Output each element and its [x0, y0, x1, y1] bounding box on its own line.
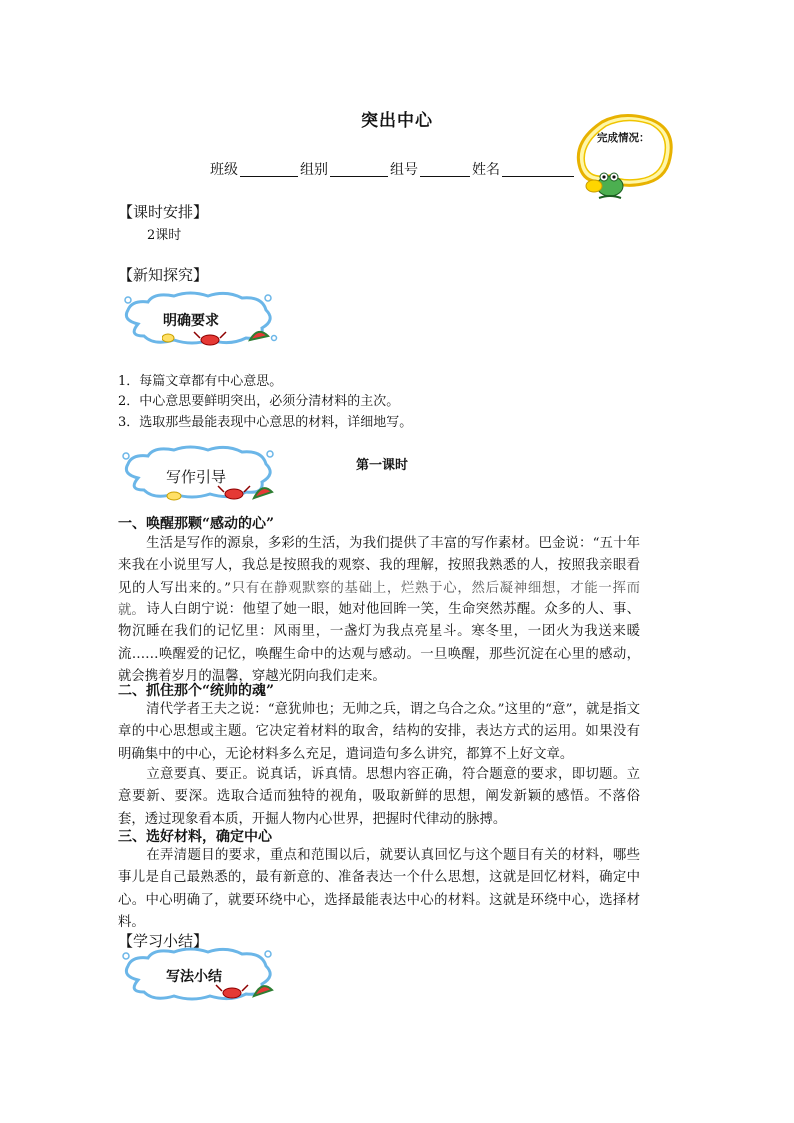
part-2-paragraph-1	[118, 699, 640, 766]
schedule-value: 2课时	[147, 228, 182, 243]
cloud-label-requirement: 明确要求	[163, 313, 219, 329]
class-field[interactable]	[240, 162, 298, 177]
part-2-paragraph-2	[118, 764, 640, 831]
cloud-label-method: 写法小结	[166, 969, 222, 985]
requirement-item-3: 3．选取那些最能表现中心意思的材料，详细地写。	[118, 415, 413, 430]
paragraph-text: 清代学者王夫之说：“意犹帅也；无帅之兵，谓之乌合之众。”这里的“意”，就是指文章的中心思想或主题。它决定着材料的取舍，结构的安排，表达方式的运用。如果没有明确集中的中心，无论材料多么充足，遣词造句多么讲究，都算不上好文章。	[118, 702, 640, 762]
number-label: 组号	[390, 162, 418, 178]
student-info-line	[210, 159, 576, 179]
part-3-heading: 三、选好材料，确定中心	[118, 829, 272, 845]
cloud-guide	[118, 444, 278, 504]
class-label: 班级	[210, 162, 238, 178]
name-field[interactable]	[502, 162, 574, 177]
paragraph-text: 生活是写作的源泉，多彩的生活，为我们提供了丰富的写作素材。巴金说：“五十年来我在小说里写人，我总是按照我的观察、我的理解，按照我熟悉的人，按照我亲眼看见的人写出来的。”	[118, 536, 640, 596]
name-label: 姓名	[472, 162, 500, 178]
crab-icon	[162, 324, 272, 348]
paragraph-tail: 只有在静观默察的基础上，烂熟于心，然后凝神细想，才能一挥而就。	[118, 580, 640, 618]
group-field[interactable]	[330, 162, 388, 177]
crab-icon	[198, 980, 274, 1002]
part-3-paragraph-1	[118, 845, 640, 934]
requirement-item-1: 1．每篇文章都有中心意思。	[118, 374, 283, 389]
paragraph-text: 诗人白朗宁说：他望了她一眼，她对他回眸一笑，生命突然苏醒。众多的人、事、物沉睡在我们的记忆里：风雨里，一盏灯为我点亮星斗。寒冬里，一团火为我送来暖流……唤醒爱的记忆，唤醒生命中的达观与感动。一旦唤醒，那些沉淀在心里的感动，就会携着岁月的温馨，穿越光阴向我们走来。	[118, 602, 640, 684]
requirement-item-2: 2．中心意思要鲜明突出，必须分清材料的主次。	[118, 394, 400, 409]
cloud-requirement	[118, 290, 278, 350]
completion-badge	[572, 112, 676, 202]
section-schedule: 【课时安排】	[118, 203, 209, 221]
page-title: 突出中心	[361, 111, 433, 131]
number-field[interactable]	[420, 162, 470, 177]
part-2-heading: 二、抓住那个“统帅的魂”	[118, 683, 275, 699]
part-1-paragraph-2	[118, 599, 640, 688]
section-explore: 【新知探究】	[118, 266, 209, 284]
part-1-heading: 一、唤醒那颗“感动的心”	[118, 516, 275, 532]
status-badge: 完成情况：	[597, 132, 650, 144]
cloud-label-guide: 写作引导	[166, 468, 227, 486]
paragraph-text: 立意要真、要正。说真话，诉真情。思想内容正确，符合题意的要求，即切题。立意要新、要深。选取合适而独特的视角，吸取新鲜的思想，阐发新颖的感悟。不落俗套，透过现象看本质，开掘人物内心世界，把握时代律动的脉搏。	[118, 767, 640, 827]
lesson-label: 第一课时	[356, 458, 409, 473]
group-label: 组别	[300, 162, 328, 178]
paragraph-text: 在弄清题目的要求，重点和范围以后，就要认真回忆与这个题目有关的材料，哪些事儿是自己最熟悉的，最有新意的、准备表达一个什么思想，这就是回忆材料，确定中心。中心明确了，就要环绕中心，选择最能表达中心的材料。这就是环绕中心，选择材料。	[118, 848, 640, 930]
cloud-method	[118, 946, 278, 1004]
section-summary: 【学习小结】	[118, 932, 209, 950]
crab-icon	[162, 480, 274, 504]
